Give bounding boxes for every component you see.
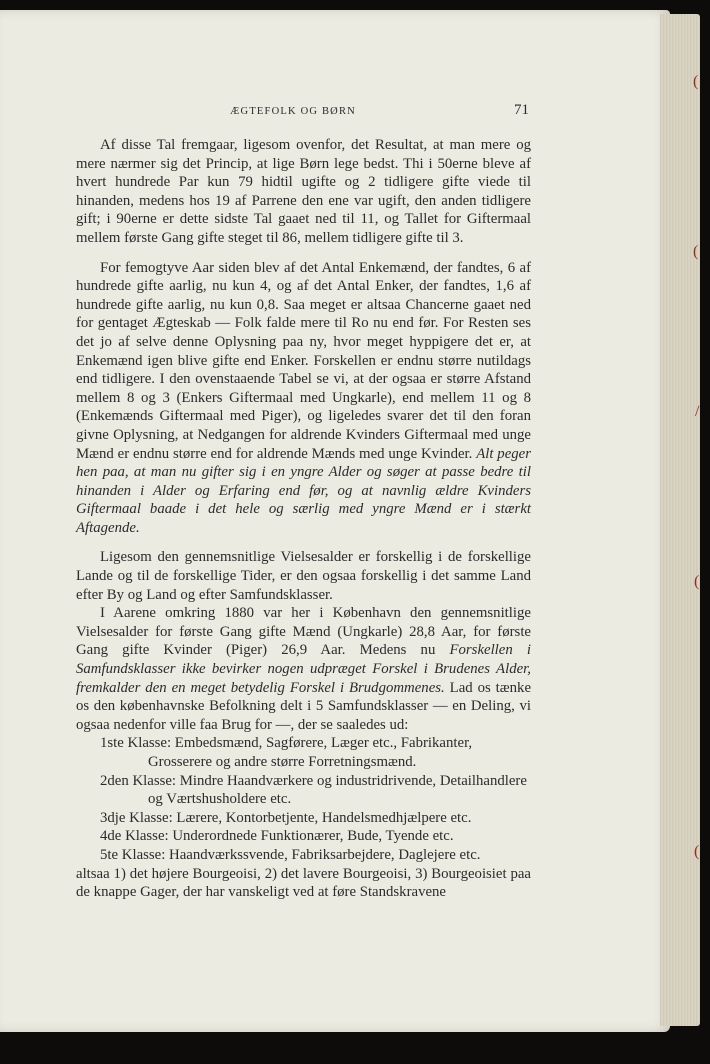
- class-item-1: 1ste Klasse: Embedsmænd, Sagførere, Læger etc., Fabrikanter, Grosserere og andre større Forretningsmænd.: [100, 735, 473, 770]
- page-number: 71: [514, 102, 529, 118]
- paragraph-4-tail: Lad os tænke os den københavnske Befolkning delt i 5 Samfundsklasser — en Deling, vi ogsaa nedenfor ville faa Brug for —, der se saaledes ud:: [76, 679, 532, 733]
- final-line: altsaa 1) det højere Bourgeoisi, 2) det lavere Bourgeoisi, 3) Bourgeoisiet paa de knappe Gager, der har vanskeligt ved at føre Standskravene: [76, 865, 531, 901]
- class-item-2: 2den Klasse: Mindre Haandværkere og industridrivende, Detailhandlere og Værtshusholdere etc.: [100, 772, 527, 808]
- body-text: [76, 136, 531, 902]
- class-item-4: 4de Klasse: Underordnede Funktionærer, Bude, Tyende etc.: [100, 828, 454, 845]
- paragraph-4: [76, 604, 531, 734]
- paragraph-3: Ligesom den gennemsnitlige Vielsesalder er forskellig i de forskellige Lande og til de forskellige Tider, er den ogsaa forskellig i det samme Land efter By og Land og efter Samfundsklasser.: [76, 549, 531, 603]
- paragraph-2-italic: Alt peger hen paa, at man nu gifter sig i en yngre Alder og søger at passe bedre til hinanden i Alder og Erfaring end før, og at navnlig ældre Kvinders Giftermaal baade i det hele og særlig med yngre Mænd er i stærkt Aftagende.: [76, 445, 531, 536]
- paragraph-4-italic: Forskellen i Samfundsklasser ikke bevirker nogen udpræget Forskel i Brudenes Alder, fremkalder den en meget betydelig Forskel i Brudgommenes.: [76, 642, 531, 696]
- page-edges: ( ( / ( (: [660, 14, 700, 1026]
- paragraph-1: Af disse Tal fremgaar, ligesom ovenfor, det Resultat, at man mere og mere nærmer sig det Princip, at lige Børn lege bedst. Thi i 50erne bleve af hvert hundrede Par kun 79 hidtil ugifte og 2 tidligere gifte viede til hinanden, medens hos 19 af Parrene den ene var ugift, den anden tidligere gift; i 90erne er dette sidste Tal gaaet ned til 11, og Tallet for Giftermaal mellem første Gang gifte steget til 86, mellem tidligere gifte til 3.: [76, 137, 531, 246]
- paragraph-4-text: I Aarene omkring 1880 var her i København den gennemsnitlige Vielsesalder for første Gang gifte Mænd (Ungkarle) 28,8 Aar, for første Gang gifte Kvinder (Piger) 26,9 Aar. Medens nu: [76, 605, 531, 659]
- paragraph-2-text: For femogtyve Aar siden blev af det Antal Enkemænd, der fandtes, 6 af hundrede gifte aarlig, nu kun 4, og af det Antal Enker, der fandtes, 1,6 af hundrede gifte aarlig, nu kun 0,8. Saa meget er altsaa Chancerne gaaet ned for gentaget Ægteskab — Folk falde mere til Ro nu end før. For Resten ses det jo af selve denne Oplysning paa ny, hvor meget hyppigere det er, at Enkemænd igen blive gifte end Enker. Forskellen er endnu større nutildags end tidligere. I den ovenstaaende Tabel se vi, at der ogsaa er større Afstand mellem 8 og 3 (Enkers Giftermaal med Ungkarle), end mellem 11 og 8 (Enkemænds Giftermaal med Piger), og ligeledes svarer det til den foran givne Oplysning, at Nedgangen for aldrende Kvinders Giftermaal med unge Mænd er endnu større end for aldrende Mænds med unge Kvinder.: [76, 259, 531, 462]
- class-list: [76, 734, 531, 864]
- book-page: [0, 10, 670, 1032]
- paragraph-2: [76, 259, 531, 538]
- class-item-5: 5te Klasse: Haandværkssvende, Fabriksarbejdere, Daglejere etc.: [100, 846, 481, 863]
- running-title: ÆGTEFOLK OG BØRN: [230, 106, 356, 117]
- class-item-3: 3dje Klasse: Lærere, Kontorbetjente, Handelsmedhjælpere etc.: [100, 809, 472, 826]
